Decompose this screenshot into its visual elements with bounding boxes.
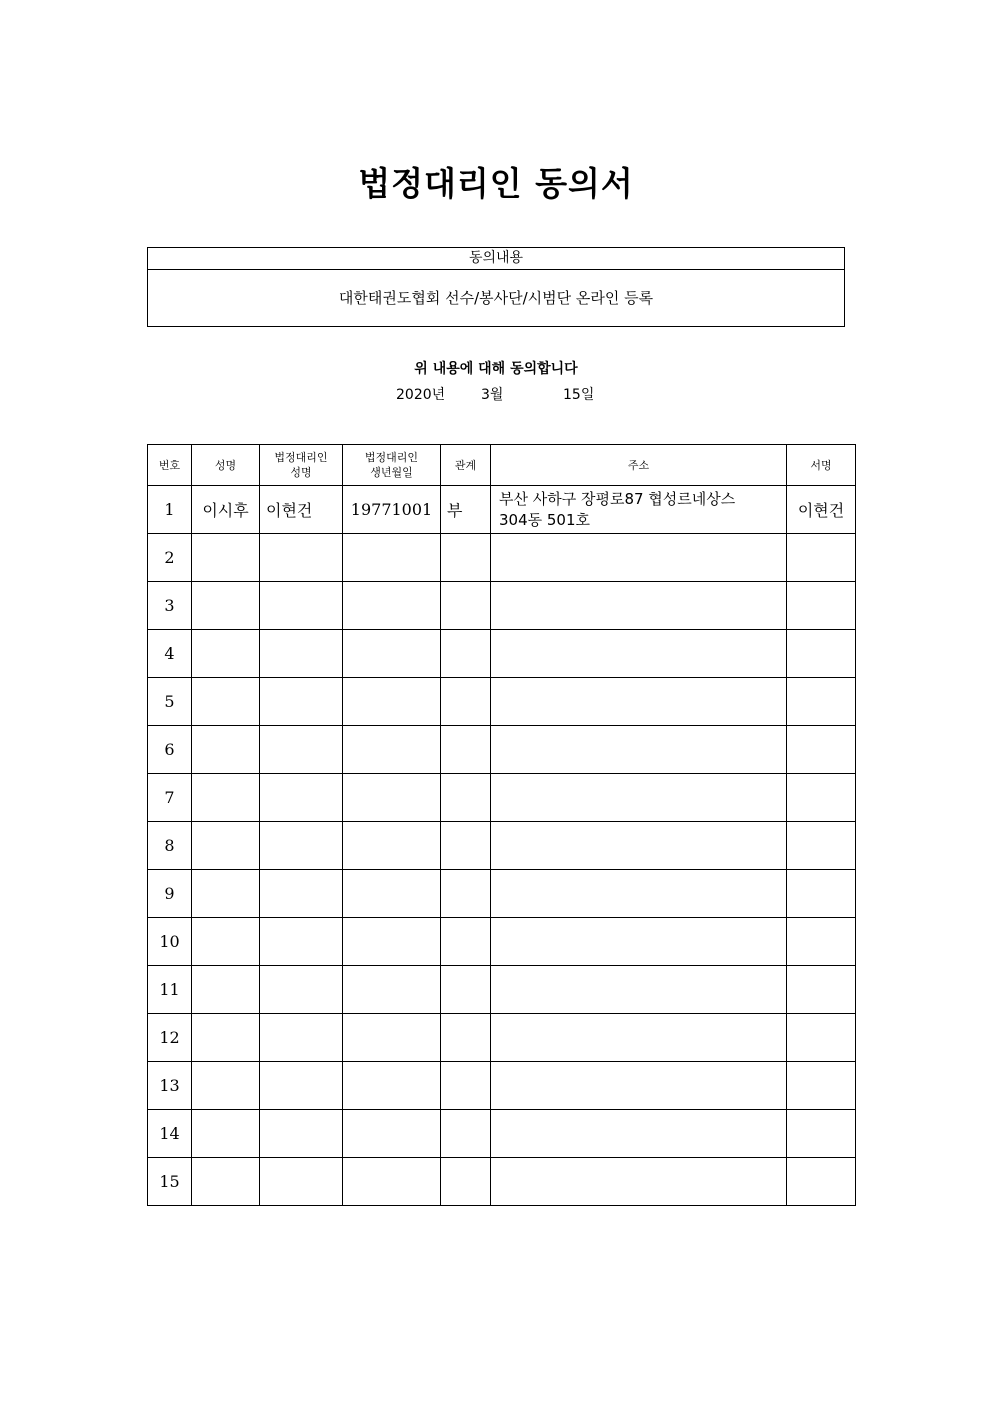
cell-relation: [441, 726, 491, 774]
cell-signature: [787, 870, 856, 918]
cell-address: [491, 582, 787, 630]
table-row: [148, 1062, 856, 1110]
cell-no: 14: [148, 1110, 192, 1158]
header-signature: 서명: [787, 445, 856, 486]
header-no: 번호: [148, 445, 192, 486]
cell-guardian-birth: [343, 726, 441, 774]
cell-name: [192, 582, 260, 630]
cell-no: 13: [148, 1062, 192, 1110]
cell-name: [192, 966, 260, 1014]
header-guardian-birth: [343, 445, 441, 486]
cell-no: 3: [148, 582, 192, 630]
cell-signature: [787, 726, 856, 774]
cell-address: [491, 1110, 787, 1158]
cell-guardian-birth: [343, 822, 441, 870]
cell-name: [192, 774, 260, 822]
cell-name: [192, 630, 260, 678]
cell-guardian-name: [260, 966, 343, 1014]
cell-signature: [787, 1110, 856, 1158]
cell-guardian-birth: [343, 774, 441, 822]
cell-address: [491, 870, 787, 918]
table-row: [148, 1014, 856, 1062]
cell-signature: [787, 1062, 856, 1110]
cell-relation: [441, 582, 491, 630]
header-relation: 관계: [441, 445, 491, 486]
cell-guardian-birth: [343, 534, 441, 582]
agree-statement: 위 내용에 대해 동의합니다: [414, 361, 578, 377]
cell-guardian-birth: [343, 966, 441, 1014]
cell-signature: [787, 774, 856, 822]
cell-name: [192, 1062, 260, 1110]
cell-relation: [441, 534, 491, 582]
cell-signature: [787, 966, 856, 1014]
cell-guardian-birth: [343, 582, 441, 630]
cell-name: [192, 726, 260, 774]
cell-relation: [441, 1014, 491, 1062]
table-row: [148, 918, 856, 966]
header-guardian-name: [260, 445, 343, 486]
cell-guardian-birth: [343, 1110, 441, 1158]
cell-address: [491, 678, 787, 726]
cell-guardian-name: [260, 726, 343, 774]
cell-signature: [787, 918, 856, 966]
cell-no: 5: [148, 678, 192, 726]
cell-signature: [787, 822, 856, 870]
cell-name: [192, 678, 260, 726]
cell-relation: [441, 1158, 491, 1206]
header-guardian-birth-line2: 생년월일: [370, 466, 413, 479]
cell-guardian-birth: [343, 1062, 441, 1110]
cell-relation: [441, 918, 491, 966]
cell-signature: 이현건: [787, 486, 856, 534]
cell-guardian-name: [260, 1062, 343, 1110]
cell-address: [491, 486, 787, 534]
cell-relation: [441, 678, 491, 726]
cell-guardian-name: [260, 1158, 343, 1206]
date-day: 15일: [563, 387, 595, 403]
cell-name: 이시후: [192, 486, 260, 534]
cell-no: 8: [148, 822, 192, 870]
cell-guardian-birth: [343, 870, 441, 918]
cell-address: [491, 918, 787, 966]
cell-no: 7: [148, 774, 192, 822]
cell-relation: [441, 1110, 491, 1158]
cell-guardian-name: [260, 630, 343, 678]
table-header-row: [148, 445, 856, 486]
cell-no: 2: [148, 534, 192, 582]
cell-no: 9: [148, 870, 192, 918]
cell-no: 12: [148, 1014, 192, 1062]
header-address: 주소: [491, 445, 787, 486]
cell-guardian-name: [260, 870, 343, 918]
consent-box: [147, 247, 845, 327]
cell-address: [491, 1062, 787, 1110]
header-guardian-name-line2: 성명: [290, 466, 312, 479]
cell-address: [491, 1158, 787, 1206]
table-row: [148, 1158, 856, 1206]
cell-no: 6: [148, 726, 192, 774]
cell-relation: [441, 822, 491, 870]
date-year: 2020년: [396, 387, 446, 403]
cell-name: [192, 1110, 260, 1158]
cell-guardian-name: [260, 774, 343, 822]
cell-guardian-birth: 19771001: [343, 486, 441, 534]
table-row: [148, 486, 856, 534]
cell-name: [192, 534, 260, 582]
table-row: [148, 630, 856, 678]
cell-guardian-birth: [343, 1158, 441, 1206]
cell-relation: [441, 1062, 491, 1110]
table-row: [148, 966, 856, 1014]
cell-guardian-name: [260, 582, 343, 630]
cell-no: 15: [148, 1158, 192, 1206]
date-line: [396, 384, 594, 404]
table-row: [148, 870, 856, 918]
cell-relation: [441, 774, 491, 822]
cell-address: [491, 774, 787, 822]
cell-signature: [787, 678, 856, 726]
header-guardian-birth-line1: 법정대리인: [364, 451, 419, 464]
cell-no: 1: [148, 486, 192, 534]
cell-relation: 부: [441, 486, 491, 534]
table-row: [148, 582, 856, 630]
cell-address: [491, 726, 787, 774]
cell-guardian-name: [260, 1110, 343, 1158]
table-row: [148, 678, 856, 726]
header-name: 성명: [192, 445, 260, 486]
consent-header: 동의내용: [148, 248, 844, 270]
table-body: [148, 486, 856, 1206]
cell-signature: [787, 534, 856, 582]
cell-address: [491, 534, 787, 582]
cell-guardian-name: [260, 678, 343, 726]
table-row: [148, 1110, 856, 1158]
cell-relation: [441, 870, 491, 918]
cell-guardian-birth: [343, 630, 441, 678]
cell-guardian-name: [260, 1014, 343, 1062]
cell-guardian-birth: [343, 678, 441, 726]
cell-signature: [787, 630, 856, 678]
cell-name: [192, 1014, 260, 1062]
cell-no: 10: [148, 918, 192, 966]
cell-guardian-name: 이현건: [260, 486, 343, 534]
table-row: [148, 534, 856, 582]
cell-guardian-name: [260, 534, 343, 582]
cell-guardian-birth: [343, 1014, 441, 1062]
cell-signature: [787, 1014, 856, 1062]
cell-guardian-name: [260, 918, 343, 966]
date-month: 3월: [481, 387, 504, 403]
table-row: [148, 774, 856, 822]
table-row: [148, 822, 856, 870]
cell-name: [192, 1158, 260, 1206]
cell-address-line1: 부산 사하구 장평로87 협성르네상스: [499, 489, 736, 508]
cell-name: [192, 918, 260, 966]
cell-signature: [787, 582, 856, 630]
cell-address: [491, 966, 787, 1014]
consent-content: 대한태권도협회 선수/봉사단/시범단 온라인 등록: [338, 289, 654, 307]
cell-address-line2: 304동 501호: [499, 510, 591, 529]
cell-name: [192, 822, 260, 870]
cell-signature: [787, 1158, 856, 1206]
header-guardian-name-line1: 법정대리인: [274, 451, 328, 464]
document-title: 법정대리인 동의서: [358, 164, 634, 203]
cell-guardian-name: [260, 822, 343, 870]
registration-table: [147, 444, 856, 1206]
table-row: [148, 726, 856, 774]
cell-address: [491, 822, 787, 870]
cell-relation: [441, 630, 491, 678]
cell-address: [491, 1014, 787, 1062]
cell-relation: [441, 966, 491, 1014]
cell-name: [192, 870, 260, 918]
cell-no: 11: [148, 966, 192, 1014]
cell-no: 4: [148, 630, 192, 678]
cell-address: [491, 630, 787, 678]
cell-guardian-birth: [343, 918, 441, 966]
